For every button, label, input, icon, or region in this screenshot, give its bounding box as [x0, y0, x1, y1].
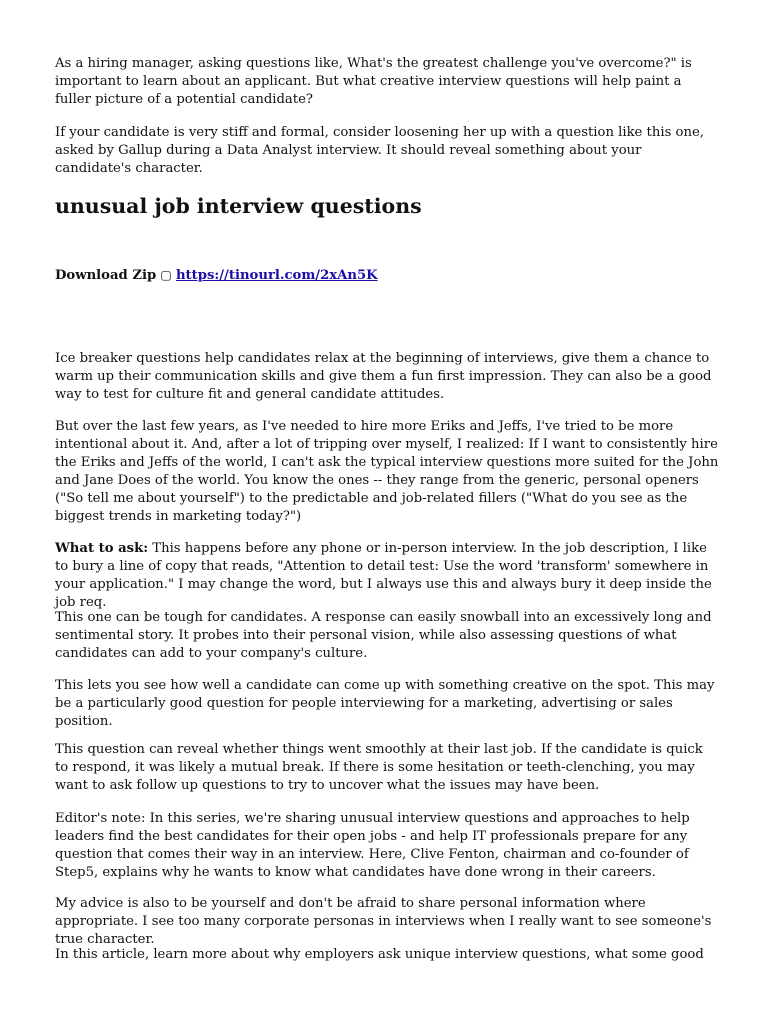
body-paragraph-6: This question can reveal whether things went smoothly at their last job. If the candidate is quick to respond, it was likely a mutual break. If there is some hesitation or teeth-clenching, you may want to ask follow up questions to try to uncover what the issues may have been. — [55, 742, 703, 793]
editors-note-paragraph: Editor's note: In this series, we're sharing unusual interview questions and approaches to help leaders find the best candidates for their open jobs - and help IT professionals prepare for any question that comes their way in an interview. Here, Clive Fenton, chairman and co-founder of Step5, explains why he wants to know what candidates have done wrong in their careers. — [55, 811, 690, 880]
intro-paragraph-1: As a hiring manager, asking questions like, What's the greatest challenge you've overcome?" is important to learn about an applicant. But what creative interview questions will help paint a fuller picture of a potential candidate? — [55, 56, 692, 107]
body-paragraph-5: This lets you see how well a candidate can come up with something creative on the spot. This may be a particularly good question for people interviewing for a marketing, advertising or sales position. — [55, 678, 715, 729]
download-line — [55, 266, 378, 285]
body-paragraph-9: In this article, learn more about why employers ask unique interview questions, what some good — [55, 947, 704, 962]
body-paragraph-4: This one can be tough for candidates. A response can easily snowball into an excessively long and sentimental story. It probes into their personal vision, while also assessing questions of what candidates can add to your company's culture. — [55, 610, 712, 661]
missing-glyph-icon: ▢ — [160, 268, 172, 282]
download-link[interactable]: https://tinourl.com/2xAn5K — [175, 268, 378, 283]
intro-paragraph-2: If your candidate is very stiff and formal, consider loosening her up with a question like this one, asked by Gallup during a Data Analyst interview. It should reveal something about your candidate's character. — [55, 125, 704, 176]
page-heading: unusual job interview questions — [55, 194, 422, 218]
body-paragraph-8: My advice is also to be yourself and don't be afraid to share personal information where appropriate. I see too many corporate personas in interviews when I really want to see someone's true character. — [55, 896, 712, 947]
body-paragraph-3 — [55, 540, 720, 612]
body-paragraph-1: Ice breaker questions help candidates relax at the beginning of interviews, give them a chance to warm up their communication skills and give them a fun first impression. They can also be a good way to test for culture fit and general candidate attitudes. — [55, 351, 712, 402]
body-paragraph-2: But over the last few years, as I've needed to hire more Eriks and Jeffs, I've tried to be more intentional about it. And, after a lot of tripping over myself, I realized: If I want to consistently hire the Eriks and Jeffs of the world, I can't ask the typical interview questions more suited for the John and Jane Does of the world. You know the ones -- they range from the generic, personal openers ("So tell me about yourself") to the predictable and job-related fillers ("What do you see as the biggest trends in marketing today?") — [55, 419, 719, 524]
what-to-ask-text: This happens before any phone or in-person interview. In the job description, I like to bury a line of copy that reads, "Attention to detail test: Use the word 'transform' somewhere in your application." I may change the word, but I always use this and always bury it deep inside the job req. — [55, 541, 712, 610]
download-label: Download Zip — [55, 268, 157, 283]
what-to-ask-lead: What to ask: — [55, 541, 149, 556]
